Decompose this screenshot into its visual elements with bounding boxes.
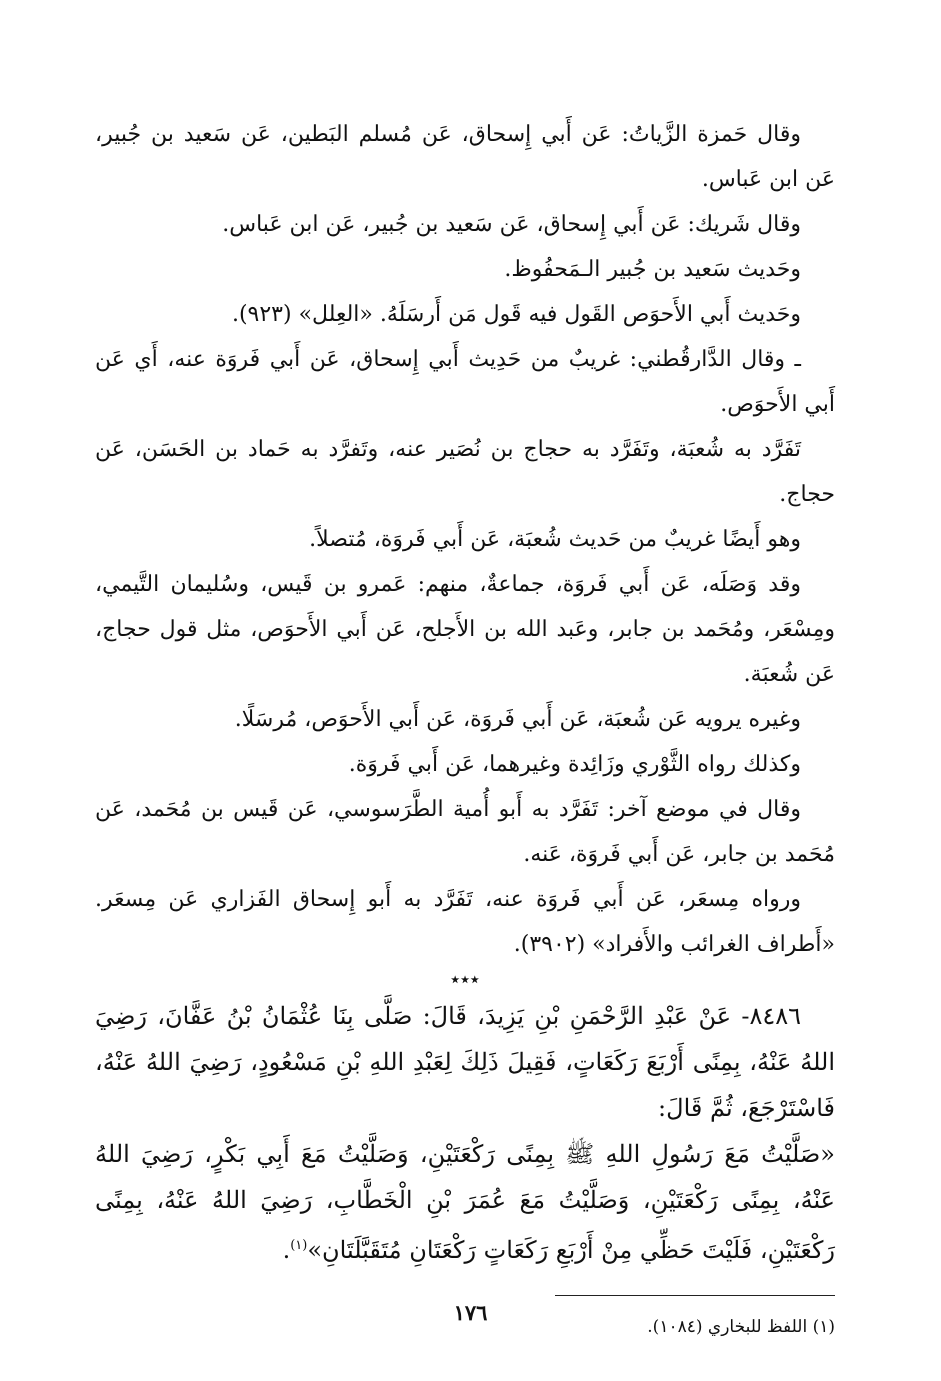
hadith-end: . <box>282 1236 291 1264</box>
section-separator: ٭٭٭ <box>450 969 480 990</box>
page-number: ١٧٦ <box>453 1300 488 1325</box>
commentary-paragraph: وهو أَيضًا غريبٌ من حَديث شُعبَة، عَن أَبي فَروَة، مُتصلاً. <box>309 527 801 552</box>
commentary-paragraph: وقال في موضع آخر: تَفَرَّد به أَبو أُمية الطَّرَسوسي، عَن قَيس بن مُحَمد، عَن مُحَمد بن جابر، عَن أَبي فَروَة، عَنه. <box>95 797 835 867</box>
commentary-paragraph: ورواه مِسعَر، عَن أَبي فَروَة عنه، تَفَرَّد به أَبو إِسحاق الفَزاري عَن مِسعَر. «أَطراف الغرائب والأَفراد» (٣٩٠٢). <box>95 887 835 957</box>
commentary-paragraph: وغيره يرويه عَن شُعبَة، عَن أَبي فَروَة، عَن أَبي الأَحوَص، مُرسَلًا. <box>234 707 801 732</box>
commentary-paragraph: تَفَرَّد به شُعبَة، وتَفَرَّد به حجاج بن نُصَير عنه، وتَفرَّد به حَماد بن الحَسَن، عَن حجاج. <box>95 437 835 507</box>
footnote-divider <box>555 1295 835 1296</box>
commentary-section <box>95 112 835 967</box>
commentary-paragraph: وكذلك رواه الثَّوْري وزَائِدة وغيرهما، عَن أَبي فَروَة. <box>348 752 801 777</box>
commentary-paragraph: ـ وقال الدَّارقُطني: غريبٌ من حَدِيث أَبي إِسحاق، عَن أَبي فَروَة عنه، أَي عَن أَبي الأَحوَص. <box>95 347 835 417</box>
commentary-paragraph: وحَديث أَبي الأَحوَص القَول فيه قَول مَن أَرسَلَهُ. «العِلل» (٩٢٣). <box>231 302 801 327</box>
footnote-marker: (١) <box>290 1238 308 1253</box>
commentary-paragraph: وقال شَريك: عَن أَبي إِسحاق، عَن سَعيد بن جُبير، عَن ابن عَباس. <box>222 212 801 237</box>
page-body <box>95 112 835 1340</box>
commentary-paragraph: وقد وَصَلَه، عَن أَبي فَروَة، جماعةٌ، منهم: عَمرو بن قَيس، وسُليمان التَّيمي، ومِسْعَر، ومُحَمد بن جابر، وعَبد الله بن الأَجلح، عَن أَبي الأَحوَص، مثل قول حجاج، عَن شُعبَة. <box>95 572 835 687</box>
hadith-section <box>95 993 835 1273</box>
footnote: (١) اللفظ للبخاري (١٠٨٤). <box>647 1317 835 1337</box>
hadith-body <box>95 1131 835 1273</box>
hadith-intro: ٨٤٨٦- عَنْ عَبْدِ الرَّحْمَنِ بْنِ يَزِيدَ، قَالَ: صَلَّى بِنَا عُثْمَانُ بْنُ عَفَّانَ، رَضِيَ اللهُ عَنْهُ، بِمِنًى أَرْبَعَ رَكَعَاتٍ، فَقِيلَ ذَلِكَ لِعَبْدِ اللهِ بْنِ مَسْعُودٍ، رَضِيَ اللهُ عَنْهُ، فَاسْتَرْجَعَ، ثُمَّ قَالَ: <box>95 1002 836 1122</box>
hadith-text: «صَلَّيْتُ مَعَ رَسُولِ اللهِ ﷺ بِمِنًى رَكْعَتَيْنِ، وَصَلَّيْتُ مَعَ أَبِي بَكْرٍ، رَضِيَ اللهُ عَنْهُ، بِمِنًى رَكْعَتَيْنِ، وَصَلَّيْتُ مَعَ عُمَرَ بْنِ الْخَطَّابِ، رَضِيَ اللهُ عَنْهُ، بِمِنًى رَكْعَتَيْنِ، فَلَيْتَ حَظِّي مِنْ أَرْبَعِ رَكَعَاتٍ رَكْعَتَانِ مُتَقَبَّلَتَانِ» <box>95 1140 836 1264</box>
commentary-paragraph: وحَديث سَعيد بن جُبير الـمَحفُوظ. <box>504 257 801 282</box>
commentary-paragraph: وقال حَمزة الزَّياتُ: عَن أَبي إِسحاق، عَن مُسلم البَطين، عَن سَعيد بن جُبير، عَن ابن عَباس. <box>95 122 835 192</box>
